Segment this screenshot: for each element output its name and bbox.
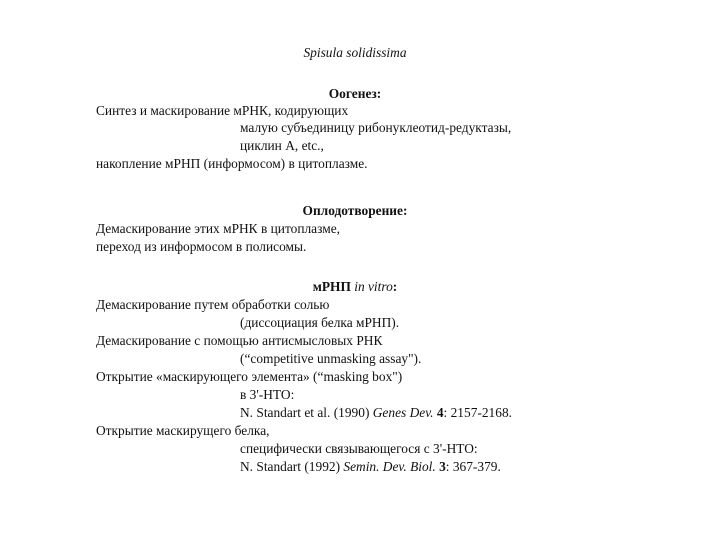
fertilization-heading: Оплодотворение: bbox=[302, 203, 408, 218]
in-vitro-heading-italic: in vitro bbox=[354, 279, 393, 294]
reference-1-volume: 4 bbox=[433, 405, 444, 420]
oogenesis-line-1: Синтез и маскирование мРНК, кодирующих bbox=[96, 103, 349, 118]
in-vitro-line-2: (диссоциация белка мРНП). bbox=[240, 315, 400, 330]
in-vitro-line-4: (“competitive unmasking assay"). bbox=[240, 351, 422, 366]
in-vitro-heading bbox=[0, 279, 710, 295]
in-vitro-heading-text: мРНП bbox=[312, 279, 355, 294]
in-vitro-line-5: Открытие «маскирующего элемента» (“masking box") bbox=[96, 369, 403, 384]
reference-1-pages: : 2157-2168. bbox=[443, 405, 512, 420]
in-vitro-line-7: Открытие маскирущего белка, bbox=[96, 423, 270, 438]
reference-2-volume: 3 bbox=[435, 459, 446, 474]
in-vitro-line-3: Демаскирование с помощью антисмысловых РНК bbox=[96, 333, 383, 348]
reference-2 bbox=[240, 459, 501, 475]
in-vitro-line-1: Демаскирование путем обработки солью bbox=[96, 297, 330, 312]
oogenesis-line-3: циклин А, etc., bbox=[240, 138, 324, 153]
fertilization-line-1: Демаскирование этих мРНК в цитоплазме, bbox=[96, 221, 340, 236]
in-vitro-heading-colon: : bbox=[392, 279, 398, 294]
reference-2-pages: : 367-379. bbox=[445, 459, 501, 474]
reference-2-journal: Semin. Dev. Biol. bbox=[343, 459, 436, 474]
oogenesis-line-2: малую субъединицу рибонуклеотид-редуктазы, bbox=[240, 120, 512, 135]
reference-2-authors: N. Standart (1992) bbox=[240, 459, 344, 474]
reference-1-authors: N. Standart et al. (1990) bbox=[240, 405, 373, 420]
in-vitro-line-8: специфически связывающегося с 3'-НТО: bbox=[240, 441, 478, 456]
oogenesis-line-4: накопление мРНП (информосом) в цитоплазме. bbox=[96, 156, 368, 171]
fertilization-line-2: переход из информосом в полисомы. bbox=[96, 239, 307, 254]
document-title: Spisula solidissima bbox=[303, 45, 407, 60]
oogenesis-heading: Оогенез: bbox=[328, 86, 382, 101]
in-vitro-line-6: в 3'-НТО: bbox=[240, 387, 295, 402]
reference-1-journal: Genes Dev. bbox=[372, 405, 434, 420]
reference-1 bbox=[240, 405, 512, 421]
